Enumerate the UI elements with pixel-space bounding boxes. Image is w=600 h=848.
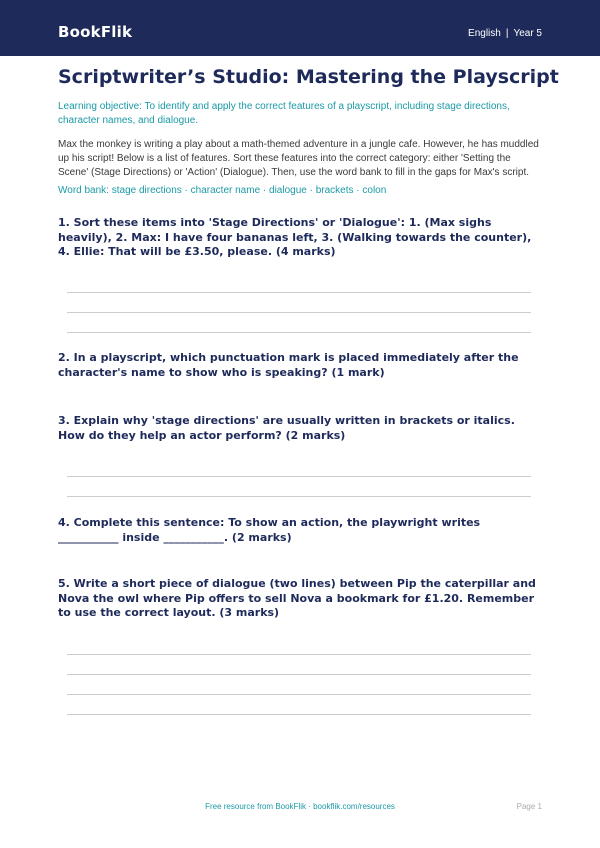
word-bank: Word bank: stage directions · character name · dialogue · brackets · colon	[58, 185, 387, 196]
answer-line[interactable]	[67, 654, 531, 655]
learning-objective: Learning objective: To identify and apply the correct features of a playscript, including stage directions, character names, and dialogue.	[58, 101, 510, 126]
question-3: 3. Explain why 'stage directions' are usually written in brackets or italics. How do they help an actor perform? (2 marks)	[58, 414, 515, 442]
answer-line[interactable]	[67, 332, 531, 333]
year-label: Year 5	[513, 28, 542, 39]
answer-line[interactable]	[67, 714, 531, 715]
answer-line[interactable]	[67, 292, 531, 293]
page-number: Page 1	[516, 802, 542, 811]
page-title: Scriptwriter’s Studio: Mastering the Playscript	[58, 66, 559, 88]
answer-line[interactable]	[67, 312, 531, 313]
header-bar	[0, 0, 600, 56]
answer-line[interactable]	[67, 476, 531, 477]
question-4: 4. Complete this sentence: To show an action, the playwright writes ___________ inside ___________. (2 marks)	[58, 516, 481, 544]
header-meta	[468, 28, 542, 39]
answer-line[interactable]	[67, 496, 531, 497]
meta-separator: |	[505, 28, 509, 39]
intro-paragraph: Max the monkey is writing a play about a math-themed adventure in a jungle cafe. However, he has muddled up his script! Below is a list of features. Sort these features into the correct category: either 'Setting the Scene' (Stage Directions) or 'Action' (Dialogue). Then, use the word bank to fill in the gaps for Max's script.	[58, 139, 539, 178]
answer-line[interactable]	[67, 674, 531, 675]
answer-line[interactable]	[67, 694, 531, 695]
question-2: 2. In a playscript, which punctuation mark is placed immediately after the character's name to show who is speaking? (1 mark)	[58, 351, 519, 379]
question-5: 5. Write a short piece of dialogue (two lines) between Pip the caterpillar and Nova the owl where Pip offers to sell Nova a bookmark for £1.20. Remember to use the correct layout. (3 marks)	[58, 577, 536, 619]
question-1: 1. Sort these items into 'Stage Directions' or 'Dialogue': 1. (Max sighs heavily), 2. Max: I have four bananas left, 3. (Walking towards the counter), 4. Ellie: That will be £3.50, please. (4 marks)	[58, 216, 532, 258]
subject-label: English	[468, 28, 501, 39]
brand-logo: BookFlik	[58, 23, 133, 41]
footer-text: Free resource from BookFlik · bookflik.com/resources	[205, 802, 395, 811]
